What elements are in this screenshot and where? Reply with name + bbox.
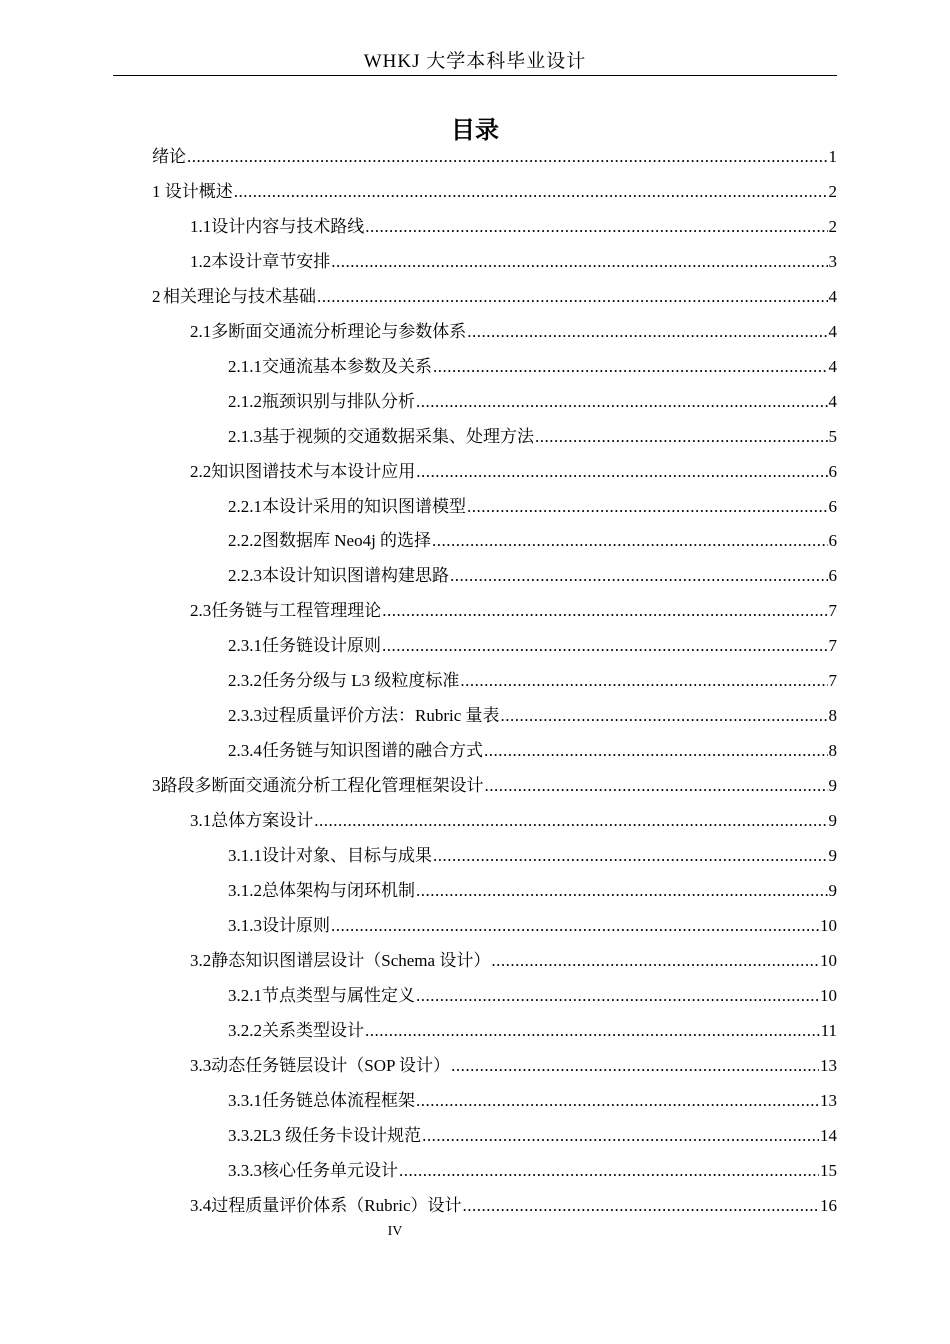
toc-entry-page: 9 bbox=[828, 776, 837, 796]
toc-entry[interactable] bbox=[228, 1019, 837, 1043]
toc-dot-leader bbox=[501, 704, 828, 728]
toc-dot-leader bbox=[484, 739, 828, 763]
toc-entry-number: 3.2.2 bbox=[228, 1020, 262, 1040]
toc-entry-title: 过程质量评价方法：Rubric 量表 bbox=[262, 706, 500, 726]
toc-entry-number: 3.2 bbox=[190, 950, 212, 970]
toc-entry-number: 2 bbox=[152, 286, 161, 306]
toc-entry-page: 9 bbox=[828, 811, 837, 831]
toc-dot-leader bbox=[416, 879, 828, 903]
toc-entry-page: 13 bbox=[820, 1090, 837, 1110]
toc-dot-leader bbox=[234, 180, 828, 204]
toc-dot-leader bbox=[314, 809, 827, 833]
toc-entry-number: 3.1.2 bbox=[228, 880, 262, 900]
toc-entry-page: 7 bbox=[828, 601, 837, 621]
toc-entry[interactable] bbox=[152, 774, 837, 798]
toc-entry[interactable] bbox=[190, 250, 837, 274]
toc-entry[interactable] bbox=[228, 1124, 837, 1148]
toc-dot-leader bbox=[467, 320, 827, 344]
toc-entry[interactable] bbox=[228, 634, 837, 658]
toc-entry-page: 2 bbox=[828, 216, 837, 236]
toc-entry-number: 3.4 bbox=[190, 1195, 212, 1215]
toc-entry-title: 知识图谱技术与本设计应用 bbox=[211, 461, 416, 481]
toc-entry-title: 设计内容与技术路线 bbox=[211, 216, 365, 236]
toc-dot-leader bbox=[433, 355, 828, 379]
toc-entry-number: 2.1.3 bbox=[228, 426, 262, 446]
toc-entry-page: 5 bbox=[828, 426, 837, 446]
toc-entry-number: 2.3.1 bbox=[228, 636, 262, 656]
toc-entry-title: 任务链设计原则 bbox=[262, 636, 381, 656]
toc-entry[interactable] bbox=[190, 949, 837, 973]
toc-entry-title: 图数据库 Neo4j 的选择 bbox=[262, 531, 432, 551]
toc-entry-number: 2.2.3 bbox=[228, 566, 262, 586]
toc-entry[interactable] bbox=[190, 1194, 837, 1218]
toc-entry-title: 多断面交通流分析理论与参数体系 bbox=[211, 321, 467, 341]
toc-entry-number: 3.3.3 bbox=[228, 1160, 262, 1180]
toc-entry-page: 10 bbox=[820, 950, 837, 970]
toc-entry-number: 3.1 bbox=[190, 811, 212, 831]
toc-entry[interactable] bbox=[228, 425, 837, 449]
toc-dot-leader bbox=[422, 1124, 819, 1148]
toc-entry[interactable] bbox=[228, 739, 837, 763]
toc-entry-page: 13 bbox=[820, 1055, 837, 1075]
toc-entry-page: 7 bbox=[828, 671, 837, 691]
toc-entry-number: 3.2.1 bbox=[228, 985, 262, 1005]
toc-entry-page: 4 bbox=[828, 391, 837, 411]
toc-entry-title: 基于视频的交通数据采集、处理方法 bbox=[262, 426, 534, 446]
toc-entry-number: 2.3.2 bbox=[228, 671, 262, 691]
toc-entry-number: 2.3 bbox=[190, 601, 212, 621]
toc-entry-title: 过程质量评价体系（Rubric）设计 bbox=[211, 1195, 462, 1215]
header-divider bbox=[113, 75, 837, 76]
toc-dot-leader bbox=[416, 984, 819, 1008]
toc-entry[interactable] bbox=[152, 285, 837, 309]
toc-entry-title: 瓶颈识别与排队分析 bbox=[262, 391, 415, 411]
toc-dot-leader bbox=[485, 774, 828, 798]
toc-dot-leader bbox=[416, 390, 828, 414]
toc-entry-number: 2.1 bbox=[190, 321, 212, 341]
toc-dot-leader bbox=[331, 250, 827, 274]
toc-entry-page: 6 bbox=[828, 496, 837, 516]
toc-entry-number: 2.3.3 bbox=[228, 706, 262, 726]
toc-entry[interactable] bbox=[228, 390, 837, 414]
toc-entry-title: 任务链与知识图谱的融合方式 bbox=[262, 741, 483, 761]
toc-dot-leader bbox=[382, 599, 827, 623]
toc-entry-number: 2.1.2 bbox=[228, 391, 262, 411]
toc-entry-title: 核心任务单元设计 bbox=[262, 1160, 398, 1180]
toc-dot-leader bbox=[535, 425, 828, 449]
toc-entry[interactable] bbox=[228, 914, 837, 938]
toc-entry-page: 15 bbox=[820, 1160, 837, 1180]
toc-entry-title: 任务链与工程管理理论 bbox=[211, 601, 382, 621]
toc-dot-leader bbox=[317, 285, 828, 309]
toc-entry-title: 任务链总体流程框架 bbox=[262, 1090, 415, 1110]
toc-entry-title: 交通流基本参数及关系 bbox=[262, 356, 432, 376]
toc-entry-number: 2.2 bbox=[190, 461, 212, 481]
toc-dot-leader bbox=[331, 914, 819, 938]
toc-dot-leader bbox=[399, 1159, 819, 1183]
page-number: IV bbox=[387, 1224, 403, 1239]
toc-entry-title: 关系类型设计 bbox=[262, 1020, 364, 1040]
toc-entry[interactable] bbox=[228, 564, 837, 588]
toc-entry[interactable] bbox=[190, 599, 837, 623]
toc-entry-title: 静态知识图谱层设计（Schema 设计） bbox=[211, 950, 491, 970]
toc-entry[interactable] bbox=[152, 180, 837, 204]
toc-entry-number: 2.3.4 bbox=[228, 741, 262, 761]
toc-entry[interactable] bbox=[228, 495, 837, 519]
toc-entry-title: L3 级任务卡设计规范 bbox=[262, 1125, 422, 1145]
toc-entry[interactable] bbox=[190, 215, 837, 239]
toc-entry-title: 动态任务链层设计（SOP 设计） bbox=[211, 1055, 451, 1075]
toc-entry[interactable] bbox=[228, 844, 837, 868]
toc-entry-number: 2.1.1 bbox=[228, 356, 262, 376]
toc-entry-title: 设计原则 bbox=[262, 915, 330, 935]
toc-entry-title: 本设计章节安排 bbox=[211, 251, 331, 271]
toc-dot-leader bbox=[432, 529, 827, 553]
toc-entry-page: 4 bbox=[828, 321, 837, 341]
toc-entry-page: 4 bbox=[828, 286, 837, 306]
toc-dot-leader bbox=[365, 215, 827, 239]
toc-entry-page: 4 bbox=[828, 356, 837, 376]
toc-entry-number: 1 bbox=[152, 181, 161, 201]
toc-entry[interactable] bbox=[190, 460, 837, 484]
toc-entry-number: 2.2.1 bbox=[228, 496, 262, 516]
toc-dot-leader bbox=[467, 495, 828, 519]
toc-entry-title: 总体架构与闭环机制 bbox=[262, 880, 415, 900]
toc-entry-title: 相关理论与技术基础 bbox=[162, 286, 316, 306]
toc-entry-page: 7 bbox=[828, 636, 837, 656]
toc-entry-number: 3.1.3 bbox=[228, 915, 262, 935]
toc-entry-page: 6 bbox=[828, 461, 837, 481]
toc-entry-title: 节点类型与属性定义 bbox=[262, 985, 415, 1005]
toc-dot-leader bbox=[433, 844, 828, 868]
toc-entry-number: 3.1.1 bbox=[228, 846, 262, 865]
toc-entry-page: 8 bbox=[828, 706, 837, 726]
toc-entry-title: 总体方案设计 bbox=[211, 811, 314, 831]
toc-dot-leader bbox=[365, 1019, 820, 1043]
toc-entry-page: 8 bbox=[828, 741, 837, 761]
toc-entry-number: 1.1 bbox=[190, 216, 212, 236]
toc-dot-leader bbox=[416, 460, 827, 484]
toc-dot-leader bbox=[382, 634, 828, 658]
toc-entry[interactable] bbox=[228, 669, 837, 693]
toc-title: 目录 bbox=[451, 116, 499, 144]
toc-entry-page: 9 bbox=[828, 880, 837, 900]
toc-dot-leader bbox=[416, 1089, 819, 1113]
page-header: WHKJ 大学本科毕业设计 bbox=[363, 51, 587, 72]
toc-entry-page: 6 bbox=[828, 566, 837, 586]
toc-entry-page: 2 bbox=[828, 181, 837, 201]
toc-entry-number: 3.3.2 bbox=[228, 1125, 262, 1145]
toc-entry-title: 设计概述 bbox=[164, 181, 233, 201]
toc-entry-page: 6 bbox=[828, 531, 837, 551]
toc-entry-page: 11 bbox=[820, 1020, 837, 1040]
toc-entry-number: 3.3 bbox=[190, 1055, 212, 1075]
toc-entry-page: 16 bbox=[820, 1195, 837, 1215]
toc-entry[interactable] bbox=[228, 1159, 837, 1183]
toc-dot-leader bbox=[460, 669, 827, 693]
toc-entry-title: 本设计知识图谱构建思路 bbox=[262, 566, 449, 586]
toc-dot-leader bbox=[451, 1054, 819, 1078]
toc-entry[interactable] bbox=[190, 1054, 837, 1078]
toc-dot-leader bbox=[187, 145, 828, 169]
toc-entry[interactable] bbox=[190, 809, 837, 833]
toc-dot-leader bbox=[450, 564, 828, 588]
toc-dot-leader bbox=[491, 949, 819, 973]
toc-entry-title: 绪论 bbox=[152, 147, 186, 166]
toc-entry-title: 本设计采用的知识图谱模型 bbox=[262, 496, 466, 516]
toc-entry[interactable] bbox=[228, 355, 837, 379]
toc-entry-page: 14 bbox=[820, 1125, 837, 1145]
toc-entry[interactable] bbox=[228, 704, 837, 728]
toc-entry-title: 任务分级与 L3 级粒度标准 bbox=[262, 671, 460, 691]
toc-entry[interactable] bbox=[152, 145, 837, 169]
toc-entry-page: 10 bbox=[820, 985, 837, 1005]
toc-entry-page: 10 bbox=[820, 915, 837, 935]
toc-entry[interactable] bbox=[228, 984, 837, 1008]
toc-entry-page: 3 bbox=[828, 251, 837, 271]
toc-entry[interactable] bbox=[190, 320, 837, 344]
toc-entry[interactable] bbox=[228, 1089, 837, 1113]
toc-entry[interactable] bbox=[228, 529, 837, 553]
toc-entry-number: 1.2 bbox=[190, 251, 212, 271]
toc-entry-number: 2.2.2 bbox=[228, 531, 262, 551]
toc-entry-page: 9 bbox=[828, 846, 837, 865]
toc-entry[interactable] bbox=[228, 879, 837, 903]
toc-entry-page: 1 bbox=[828, 147, 837, 166]
toc-dot-leader bbox=[463, 1194, 819, 1218]
toc-entry-title: 路段多断面交通流分析工程化管理框架设计 bbox=[160, 776, 484, 796]
toc-entry-number: 3.3.1 bbox=[228, 1090, 262, 1110]
toc-entry-number: 3 bbox=[152, 776, 161, 796]
toc-entry-title: 设计对象、目标与成果 bbox=[262, 846, 432, 865]
